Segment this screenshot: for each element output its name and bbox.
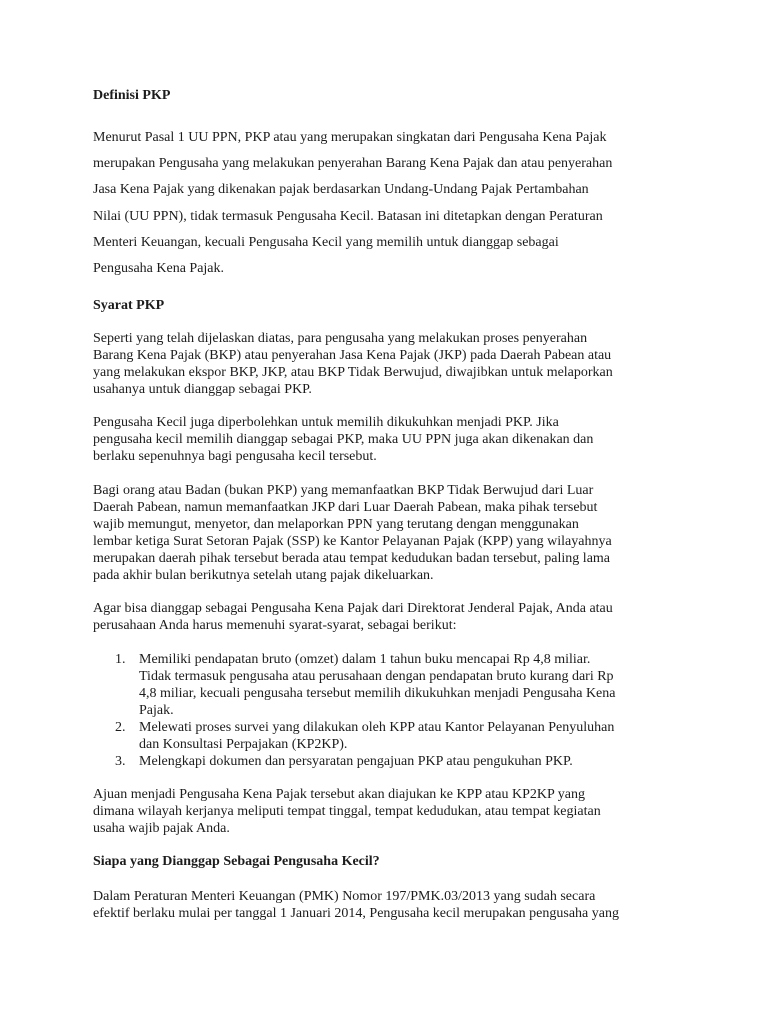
- text-line: yang melakukan ekspor BKP, JKP, atau BKP Tidak Berwujud, diwajibkan untuk melaporkan: [93, 365, 613, 380]
- text-line: 4,8 miliar, kecuali pengusaha tersebut memilih dikukuhkan menjadi Pengusaha Kena: [139, 686, 616, 701]
- paragraph-4: [93, 600, 613, 634]
- text-line: usahanya untuk dianggap sebagai PKP.: [93, 382, 312, 397]
- text-line: perusahaan Anda harus memenuhi syarat-syarat, sebagai berikut:: [93, 618, 457, 633]
- list-item: [93, 719, 615, 753]
- text-line: Memiliki pendapatan bruto (omzet) dalam 1 tahun buku mencapai Rp 4,8 miliar.: [139, 652, 591, 667]
- text-line: Tidak termasuk pengusaha atau perusahaan dengan pendapatan bruto kurang dari Rp: [139, 669, 614, 684]
- paragraph-5: [93, 786, 601, 837]
- text-line: Daerah Pabean, namun memanfaatkan JKP dari Luar Daerah Pabean, maka pihak tersebut: [93, 500, 598, 515]
- text-line: Ajuan menjadi Pengusaha Kena Pajak tersebut akan diajukan ke KPP atau KP2KP yang: [93, 787, 585, 802]
- text-line: Bagi orang atau Badan (bukan PKP) yang memanfaatkan BKP Tidak Berwujud dari Luar: [93, 483, 594, 498]
- text-line: Melengkapi dokumen dan persyaratan pengajuan PKP atau pengukuhan PKP.: [139, 754, 573, 769]
- list-number: 2.: [115, 720, 126, 735]
- text-line: efektif berlaku mulai per tanggal 1 Januari 2014, Pengusaha kecil merupakan pengusaha yang: [93, 906, 619, 921]
- text-line: pengusaha kecil memilih dianggap sebagai PKP, maka UU PPN juga akan dikenakan dan: [93, 432, 594, 447]
- text-line: pada akhir bulan berikutnya setelah utang pajak dikeluarkan.: [93, 568, 434, 583]
- text-line: Melewati proses survei yang dilakukan oleh KPP atau Kantor Pelayanan Penyuluhan: [139, 720, 615, 735]
- list-item: [93, 651, 615, 719]
- text-line: Agar bisa dianggap sebagai Pengusaha Kena Pajak dari Direktorat Jenderal Pajak, Anda atau: [93, 601, 613, 616]
- text-line: Pengusaha Kecil juga diperbolehkan untuk memilih dikukuhkan menjadi PKP. Jika: [93, 415, 559, 430]
- text-line: Menteri Keuangan, kecuali Pengusaha Kecil yang memilih untuk dianggap sebagai: [93, 234, 559, 250]
- text-line: Pajak.: [139, 703, 174, 718]
- requirements-list: [93, 651, 615, 770]
- text-line: Jasa Kena Pajak yang dikenakan pajak berdasarkan Undang-Undang Pajak Pertambahan: [93, 182, 589, 198]
- text-line: wajib memungut, menyetor, dan melaporkan PPN yang terutang dengan menggunakan: [93, 517, 579, 532]
- list-item-text: [139, 719, 615, 753]
- paragraph-3: [93, 482, 612, 584]
- document-title: Definisi PKP: [93, 88, 171, 103]
- section-heading-pengusaha-kecil: Siapa yang Dianggap Sebagai Pengusaha Kecil?: [93, 854, 380, 869]
- text-line: Barang Kena Pajak (BKP) atau penyerahan Jasa Kena Pajak (JKP) pada Daerah Pabean atau: [93, 348, 612, 363]
- list-number: 1.: [115, 652, 126, 667]
- list-item: [93, 753, 615, 770]
- list-item-text: [139, 753, 615, 770]
- paragraph-1: [93, 330, 613, 398]
- text-line: dimana wilayah kerjanya meliputi tempat tinggal, tempat kedudukan, atau tempat kegiatan: [93, 804, 601, 819]
- text-line: Menurut Pasal 1 UU PPN, PKP atau yang merupakan singkatan dari Pengusaha Kena Pajak: [93, 130, 607, 145]
- text-line: lembar ketiga Surat Setoran Pajak (SSP) ke Kantor Pelayanan Pajak (KPP) yang wilayahnya: [93, 534, 612, 549]
- paragraph-2: [93, 414, 593, 465]
- text-line: Dalam Peraturan Menteri Keuangan (PMK) Nomor 197/PMK.03/2013 yang sudah secara: [93, 889, 596, 904]
- text-line: dan Konsultasi Perpajakan (KP2KP).: [139, 737, 348, 752]
- intro-paragraph: [93, 125, 612, 282]
- list-number: 3.: [115, 754, 126, 769]
- list-item-text: [139, 651, 615, 719]
- text-line: berlaku sepenuhnya bagi pengusaha kecil tersebut.: [93, 449, 377, 464]
- section-heading-syarat-pkp: Syarat PKP: [93, 298, 165, 313]
- text-line: Nilai (UU PPN), tidak termasuk Pengusaha Kecil. Batasan ini ditetapkan dengan Peraturan: [93, 208, 603, 224]
- text-line: merupakan daerah pihak tersebut berada atau tempat kedudukan badan tersebut, paling lama: [93, 551, 611, 566]
- text-line: Seperti yang telah dijelaskan diatas, para pengusaha yang melakukan proses penyerahan: [93, 331, 588, 346]
- text-line: merupakan Pengusaha yang melakukan penyerahan Barang Kena Pajak dan atau penyerahan: [93, 156, 613, 172]
- paragraph-6: [93, 888, 619, 922]
- text-line: Pengusaha Kena Pajak.: [93, 261, 225, 277]
- text-line: usaha wajib pajak Anda.: [93, 821, 230, 836]
